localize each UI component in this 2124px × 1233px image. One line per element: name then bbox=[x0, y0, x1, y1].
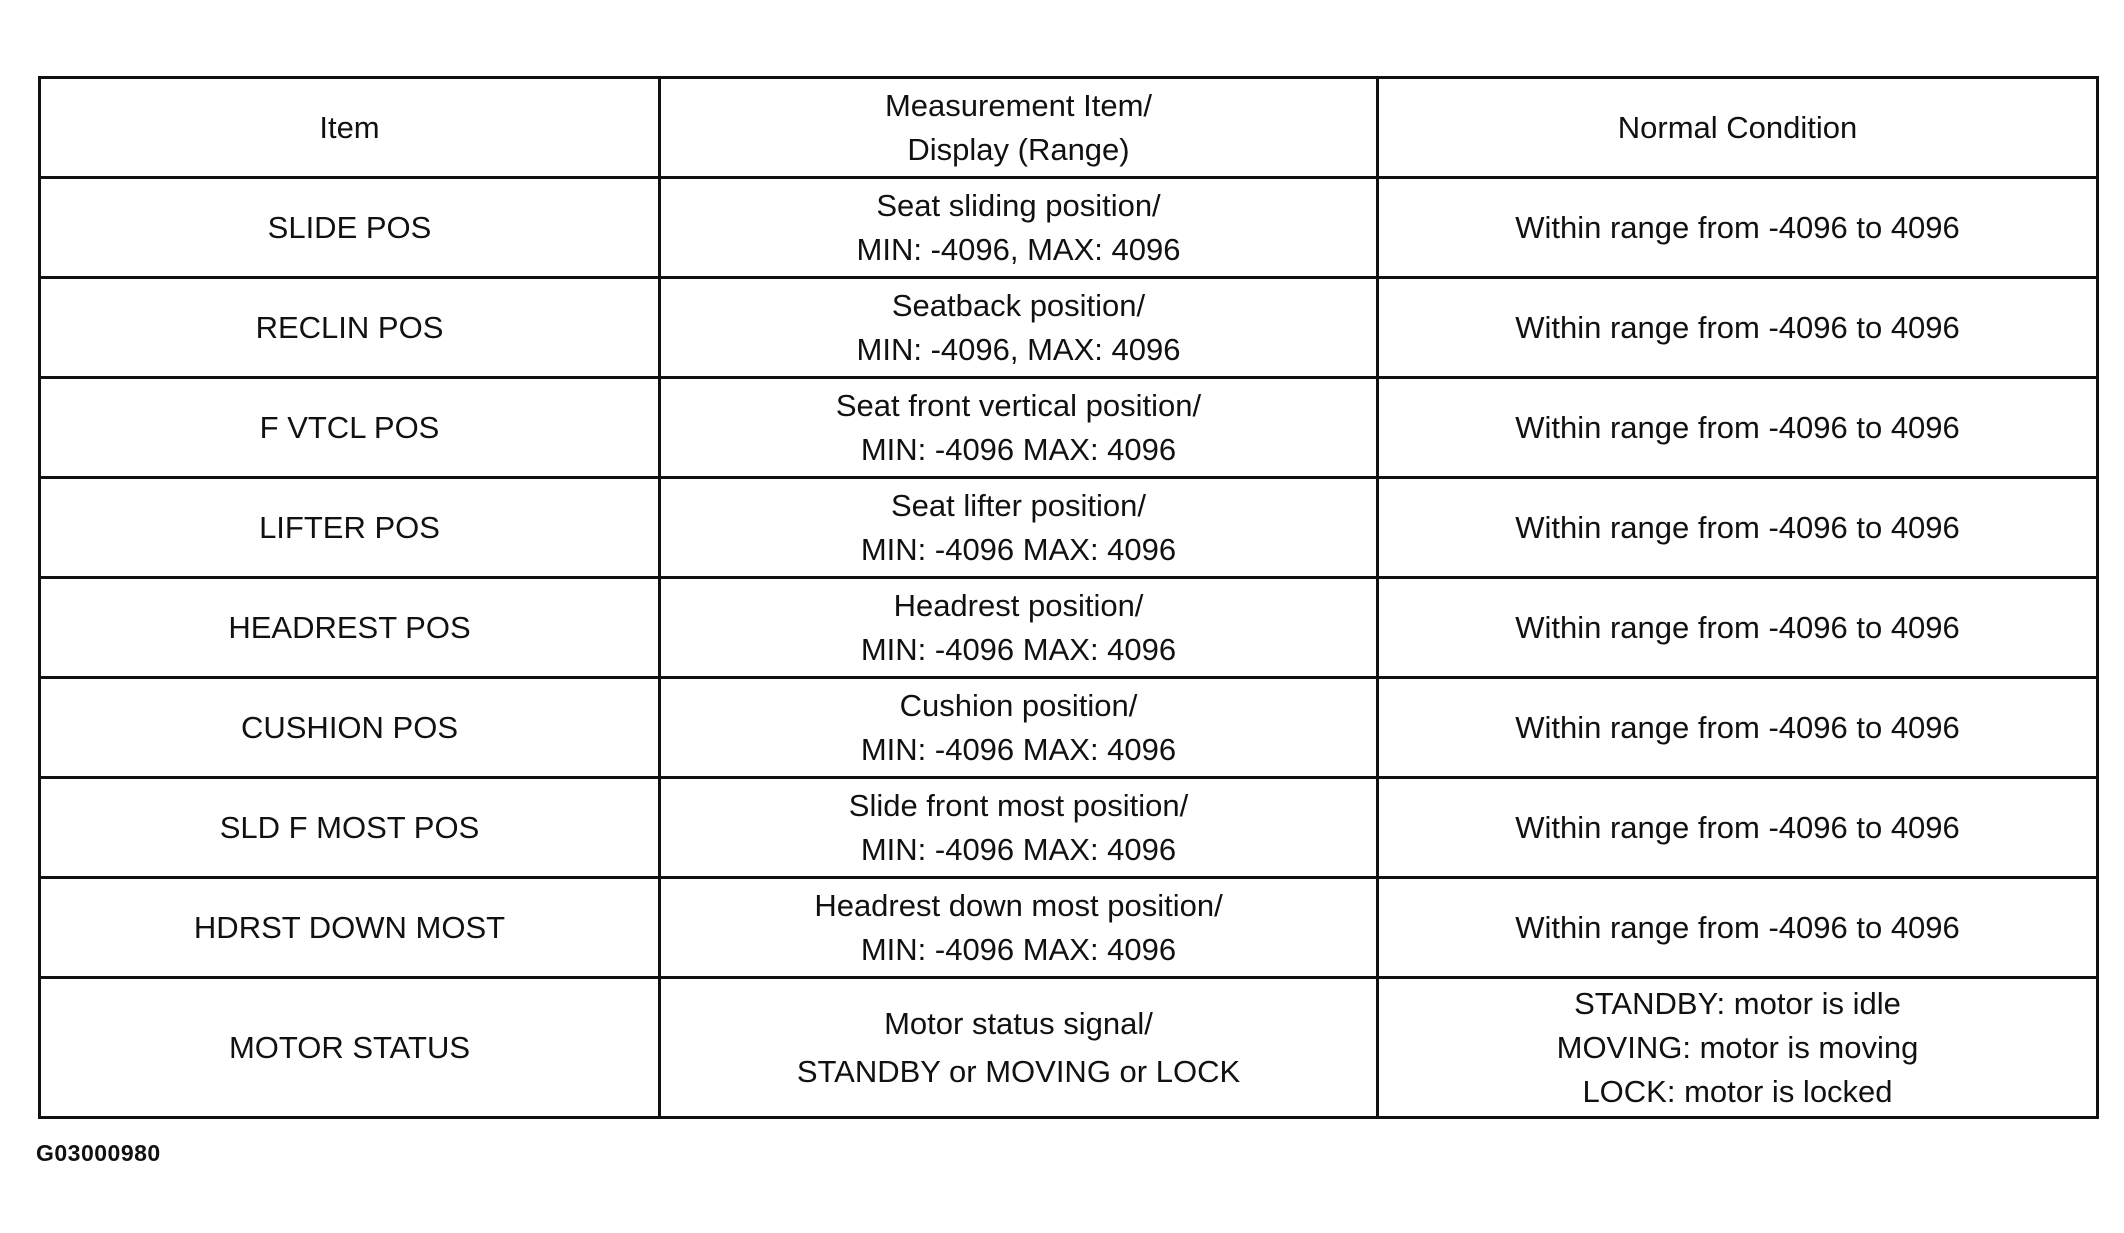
table-row bbox=[40, 578, 2098, 678]
table-row bbox=[40, 378, 2098, 478]
cell-measurement: Seat sliding position/ MIN: -4096, MAX: 4096 bbox=[660, 178, 1378, 278]
cell-normal-condition: Within range from -4096 to 4096 bbox=[1378, 878, 2098, 978]
cell-measurement: Motor status signal/ STANDBY or MOVING or LOCK bbox=[660, 978, 1378, 1118]
figure-code: G03000980 bbox=[36, 1140, 161, 1166]
data-table-container bbox=[38, 76, 2096, 1119]
cell-item: HEADREST POS bbox=[40, 578, 660, 678]
cell-normal-condition: Within range from -4096 to 4096 bbox=[1378, 478, 2098, 578]
header-item: Item bbox=[40, 78, 660, 178]
cell-normal-condition: Within range from -4096 to 4096 bbox=[1378, 378, 2098, 478]
cell-item: F VTCL POS bbox=[40, 378, 660, 478]
cell-normal-condition: Within range from -4096 to 4096 bbox=[1378, 178, 2098, 278]
cell-measurement: Seat front vertical position/ MIN: -4096 MAX: 4096 bbox=[660, 378, 1378, 478]
cell-item: RECLIN POS bbox=[40, 278, 660, 378]
cell-normal-condition: Within range from -4096 to 4096 bbox=[1378, 578, 2098, 678]
cell-normal-condition: STANDBY: motor is idle MOVING: motor is moving LOCK: motor is locked bbox=[1378, 978, 2098, 1118]
cell-item: MOTOR STATUS bbox=[40, 978, 660, 1118]
table-row bbox=[40, 478, 2098, 578]
cell-item: SLD F MOST POS bbox=[40, 778, 660, 878]
cell-measurement: Seatback position/ MIN: -4096, MAX: 4096 bbox=[660, 278, 1378, 378]
cell-measurement: Seat lifter position/ MIN: -4096 MAX: 4096 bbox=[660, 478, 1378, 578]
table-header-row bbox=[40, 78, 2098, 178]
table-row bbox=[40, 778, 2098, 878]
cell-normal-condition: Within range from -4096 to 4096 bbox=[1378, 778, 2098, 878]
cell-measurement: Slide front most position/ MIN: -4096 MAX: 4096 bbox=[660, 778, 1378, 878]
cell-measurement: Headrest position/ MIN: -4096 MAX: 4096 bbox=[660, 578, 1378, 678]
table-row bbox=[40, 678, 2098, 778]
header-measurement: Measurement Item/ Display (Range) bbox=[660, 78, 1378, 178]
table-row bbox=[40, 278, 2098, 378]
data-list-table bbox=[38, 76, 2099, 1119]
cell-item: LIFTER POS bbox=[40, 478, 660, 578]
table-row bbox=[40, 878, 2098, 978]
table-row bbox=[40, 178, 2098, 278]
table-row bbox=[40, 978, 2098, 1118]
cell-item: CUSHION POS bbox=[40, 678, 660, 778]
cell-normal-condition: Within range from -4096 to 4096 bbox=[1378, 278, 2098, 378]
header-normal-condition: Normal Condition bbox=[1378, 78, 2098, 178]
cell-measurement: Cushion position/ MIN: -4096 MAX: 4096 bbox=[660, 678, 1378, 778]
cell-normal-condition: Within range from -4096 to 4096 bbox=[1378, 678, 2098, 778]
cell-item: HDRST DOWN MOST bbox=[40, 878, 660, 978]
cell-item: SLIDE POS bbox=[40, 178, 660, 278]
cell-measurement: Headrest down most position/ MIN: -4096 MAX: 4096 bbox=[660, 878, 1378, 978]
